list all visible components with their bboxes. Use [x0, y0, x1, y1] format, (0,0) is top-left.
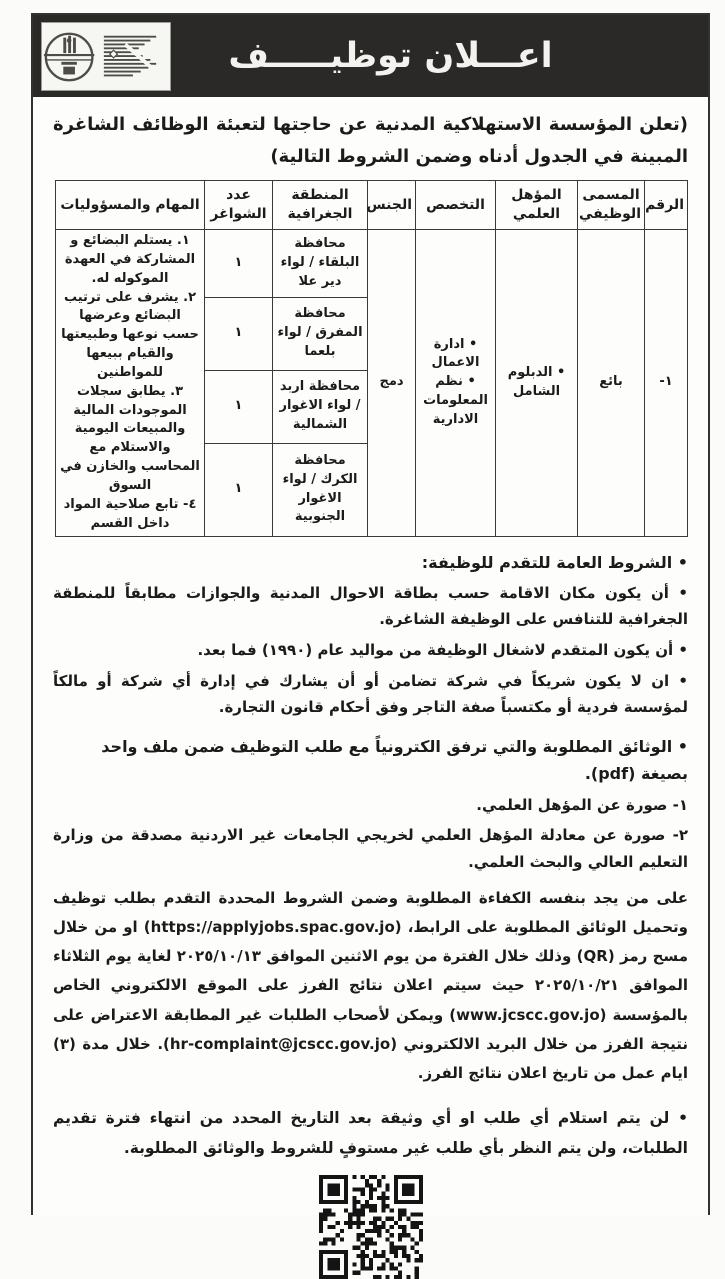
- duty-item: ١. يستلم البضائع و المشاركة في العهدة الموكوله له.: [64, 233, 196, 286]
- cell-gender: دمج: [368, 230, 416, 537]
- duty-item: ٢. يشرف على ترتيب البضائع وعرضها حسب نوعها وطبيعتها والقيام ببيعها للمواطنين: [61, 289, 199, 380]
- establishment-stripes-logo: [100, 30, 170, 84]
- document-item: ١- صورة عن المؤهل العلمي.: [476, 795, 688, 814]
- cell-region: محافظة البلقاء / لواء دير علا: [273, 230, 368, 298]
- header-job-title: المسمى الوظيفي: [578, 181, 645, 230]
- vacancies-table: [55, 180, 688, 537]
- closing-note: • لن يتم استلام أي طلب او أي وثيقة بعد التاريخ المحدد من انتهاء فترة تقديم الطلبات، ولن يتم النظر بأي طلب غير مستوفٍ للشروط والوثائق المطلوبة.: [53, 1109, 688, 1157]
- condition-item: • أن يكون المتقدم لاشغال الوظيفة من مواليد عام (١٩٩٠) فما بعد.: [197, 641, 688, 660]
- announcement-document: [31, 13, 710, 1215]
- cell-vacancies: ١: [205, 230, 273, 298]
- header-bar: [33, 15, 708, 97]
- cell-vacancies: ١: [205, 370, 273, 443]
- conditions-section-title: • الشروط العامة للتقدم للوظيفة:: [421, 552, 688, 572]
- specialization-item: • ادارة الاعمال: [431, 336, 480, 371]
- qr-code: [310, 1175, 432, 1279]
- specialization-item: • نظم المعلومات الادارية: [423, 374, 488, 428]
- duty-item: ٣. يطابق سجلات الموجودات المالية والمبيعات اليومية والاستلام مع المحاسب والخازن في السوق: [60, 383, 200, 493]
- table-header-row: [56, 181, 688, 230]
- cell-vacancies: ١: [205, 297, 273, 370]
- circular-emblem-logo: [42, 29, 96, 85]
- header-gender: الجنس: [368, 181, 416, 230]
- duty-item: ٤- تابع صلاحية المواد داخل القسم: [63, 496, 197, 531]
- table-row: [56, 230, 688, 298]
- cell-region: محافظة المفرق / لواء بلعما: [273, 297, 368, 370]
- cell-region: محافظة الكرك / لواء الاغوار الجنوبية: [273, 443, 368, 536]
- logo-box: [41, 22, 171, 91]
- header-specialization: التخصص: [416, 181, 496, 230]
- document-item: ٢- صورة عن معادلة المؤهل العلمي لخريجي الجامعات غير الاردنية مصدقة من وزارة التعليم العالي والبحث العلمي.: [53, 826, 688, 871]
- condition-item: • أن يكون مكان الاقامة حسب بطاقة الاحوال المدنية والجوازات مطابقاً للمنطقة الجغرافية للتنافس على الوظيفة الشاغرة.: [53, 583, 688, 629]
- cell-qualification: • الدبلوم الشامل: [496, 230, 578, 537]
- header-region: المنطقة الجغرافية: [273, 181, 368, 230]
- header-number: الرقم: [645, 181, 688, 230]
- intro-paragraph: (تعلن المؤسسة الاستهلاكية المدنية عن حاجتها لتعبئة الوظائف الشاغرة المبينة في الجدول أدناه وضمن الشروط التالية): [53, 114, 688, 167]
- cell-job-title: بائع: [578, 230, 645, 537]
- header-qualification: المؤهل العلمي: [496, 181, 578, 230]
- condition-item: • ان لا يكون شريكاً في شركة تضامن أو أن يشارك في إدارة أي شركة أو مالكاً لمؤسسة فردية أو مكتسباً صفة التاجر وفق أحكام قانون التجارة.: [53, 671, 688, 717]
- cell-duties: [56, 230, 205, 537]
- application-instructions: على من يجد بنفسه الكفاءة المطلوبة وضمن الشروط المحددة التقدم بطلب توظيف وتحميل الوثائق المطلوبة على الرابط، (https://applyjobs.spac.gov.jo) او من خلال مسح رمز (QR) وذلك خلال الفترة من يوم الاثنين الموافق ٢٠٢٥/١٠/١٣ لغاية يوم الثلاثاء الموافق ٢٠٢٥/١٠/٢١ حيث سيتم اعلان نتائج الفرز على الموقع الالكتروني الخاص بالمؤسسة (www.jcscc.gov.jo) ويمكن لأصحاب الطلبات غير المطابقة الاعتراض على نتيجة الفرز من خلال البريد الالكتروني (hr-complaint@jcscc.gov.jo). خلال مدة (٣) ايام عمل من تاريخ اعلان نتائج الفرز.: [53, 888, 689, 1083]
- header-duties: المهام والمسؤوليات: [56, 181, 205, 230]
- cell-number: -١: [645, 230, 688, 537]
- announcement-title: اعـــلان توظيـــــف: [228, 36, 553, 76]
- documents-section-title: • الوثائق المطلوبة والتي ترفق الكترونياً مع طلب التوظيف ضمن ملف واحد بصيغة (pdf).: [101, 737, 688, 784]
- cell-vacancies: ١: [205, 443, 273, 536]
- cell-specialization: [416, 230, 496, 537]
- header-vacancies: عدد الشواغر: [205, 181, 273, 230]
- cell-region: محافظة اربد / لواء الاغوار الشمالية: [273, 370, 368, 443]
